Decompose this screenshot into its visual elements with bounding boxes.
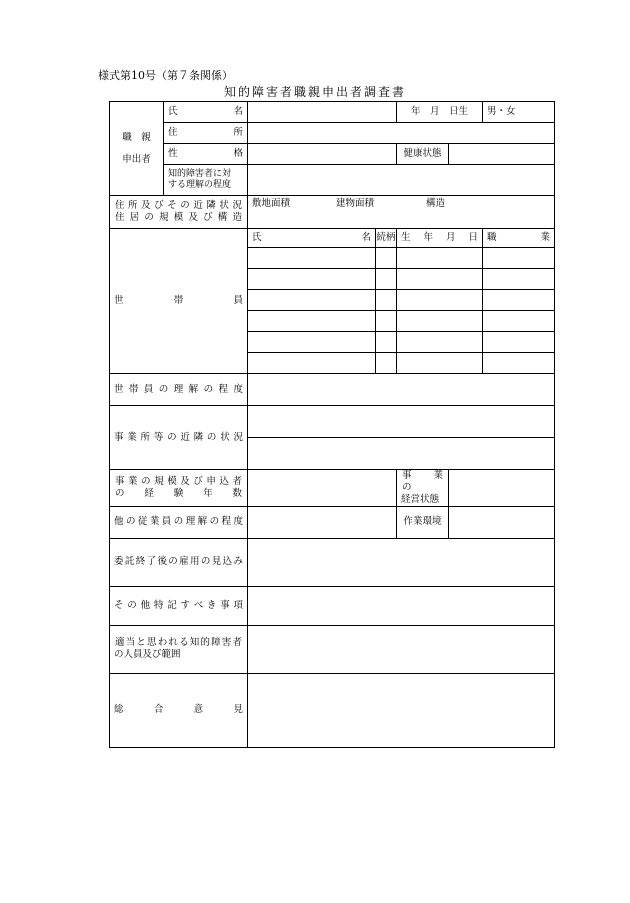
special-notes-field[interactable]: [248, 586, 555, 625]
household-relation-cell[interactable]: [376, 290, 397, 311]
employment-outlook-label: 委託終了後の雇用の見込み: [110, 538, 248, 586]
employee-understanding-field[interactable]: [248, 506, 397, 538]
work-environment-label: 作業環境: [397, 506, 449, 538]
applicant-group-label-2: 申出者: [122, 153, 151, 165]
household-relation-cell[interactable]: [376, 311, 397, 332]
address-field[interactable]: [248, 123, 555, 144]
household-name-cell[interactable]: [248, 311, 376, 332]
suitable-persons-label-1: 適当と思われる知的障害者: [115, 637, 242, 649]
survey-form: [109, 101, 554, 748]
structure-label: 構造: [426, 198, 446, 209]
work-environment-field[interactable]: [449, 506, 555, 538]
household-col-birth: 生 年 月 日: [397, 229, 483, 248]
health-field[interactable]: [449, 144, 555, 165]
household-birth-cell[interactable]: [397, 311, 483, 332]
household-name-cell[interactable]: [248, 248, 376, 269]
household-name-cell[interactable]: [248, 290, 376, 311]
character-field[interactable]: [248, 144, 397, 165]
gender-label: 男・女: [487, 106, 516, 118]
business-status-label-2: 経営状態: [401, 493, 440, 505]
understanding-field[interactable]: [248, 165, 555, 196]
business-status-field[interactable]: [449, 470, 555, 507]
employment-outlook-field[interactable]: [248, 538, 555, 586]
household-understanding-label: 世帯員の理解の程度: [110, 374, 248, 406]
household-birth-cell[interactable]: [397, 353, 483, 374]
birth-field[interactable]: [397, 102, 483, 123]
building-area-label: 建物面積: [336, 198, 375, 209]
overall-opinion-field[interactable]: [248, 673, 555, 747]
household-birth-cell[interactable]: [397, 332, 483, 353]
business-scale-label-1: 事業の規模及び申込者: [115, 475, 242, 487]
household-name-cell[interactable]: [248, 269, 376, 290]
gender-field[interactable]: [483, 102, 555, 123]
household-occupation-cell[interactable]: [483, 248, 555, 269]
health-label: 健康状態: [397, 144, 449, 165]
suitable-persons-label-2: の人員及び範囲: [114, 649, 181, 661]
household-col-relation: 続柄: [376, 229, 397, 248]
site-area-label: 敷地面積: [252, 198, 291, 209]
household-relation-cell[interactable]: [376, 332, 397, 353]
business-neighborhood-field-1[interactable]: [248, 406, 555, 438]
household-col-occupation: 職 業: [483, 229, 555, 248]
survey-table: [109, 101, 555, 748]
household-birth-cell[interactable]: [397, 269, 483, 290]
business-status-label-1: 事 業 の: [402, 470, 453, 493]
household-occupation-cell[interactable]: [483, 311, 555, 332]
applicant-group-label: [110, 102, 164, 196]
household-name-cell[interactable]: [248, 332, 376, 353]
residence-label-1: 住所及びその近隣状況: [115, 200, 242, 212]
household-col-name: 氏 名: [248, 229, 376, 248]
household-occupation-cell[interactable]: [483, 269, 555, 290]
household-understanding-field[interactable]: [248, 374, 555, 406]
applicant-group-label-1: 職 親: [122, 131, 151, 143]
household-occupation-cell[interactable]: [483, 353, 555, 374]
employee-understanding-label: 他の従業員の理解の程度: [110, 506, 248, 538]
business-scale-label: [110, 470, 248, 507]
business-scale-label-2: の経験年数: [115, 487, 242, 499]
business-scale-field[interactable]: [248, 470, 397, 507]
household-name-cell[interactable]: [248, 353, 376, 374]
name-label: 氏 名: [164, 102, 248, 123]
suitable-persons-field[interactable]: [248, 625, 555, 673]
address-label: 住 所: [164, 123, 248, 144]
form-number: 様式第10号（第７条関係）: [98, 69, 233, 82]
household-label: 世 帯 員: [110, 229, 248, 374]
understanding-label: [164, 165, 248, 196]
business-neighborhood-label: 事業所等の近隣の状況: [110, 406, 248, 470]
overall-opinion-label: 総 合 意 見: [110, 673, 248, 747]
household-occupation-cell[interactable]: [483, 332, 555, 353]
form-title: 知的障害者職親申出者調査書: [223, 85, 406, 99]
character-label: 性 格: [164, 144, 248, 165]
residence-label: [110, 196, 248, 229]
residence-field[interactable]: [248, 196, 555, 229]
household-relation-cell[interactable]: [376, 353, 397, 374]
business-status-label: [397, 470, 453, 507]
household-occupation-cell[interactable]: [483, 290, 555, 311]
birth-label: 年 月 日生: [411, 106, 469, 118]
business-neighborhood-field-2[interactable]: [248, 438, 555, 470]
household-relation-cell[interactable]: [376, 269, 397, 290]
understanding-label-2: する理解の程度: [168, 180, 232, 190]
residence-label-2: 住居の規模及び構造: [115, 212, 242, 223]
household-birth-cell[interactable]: [397, 290, 483, 311]
name-field[interactable]: [248, 102, 397, 123]
special-notes-label: その他特記すべき事項: [110, 586, 248, 625]
household-relation-cell[interactable]: [376, 248, 397, 269]
household-birth-cell[interactable]: [397, 248, 483, 269]
understanding-label-1: 知的障害者に対: [168, 168, 232, 179]
suitable-persons-label: [110, 625, 248, 673]
